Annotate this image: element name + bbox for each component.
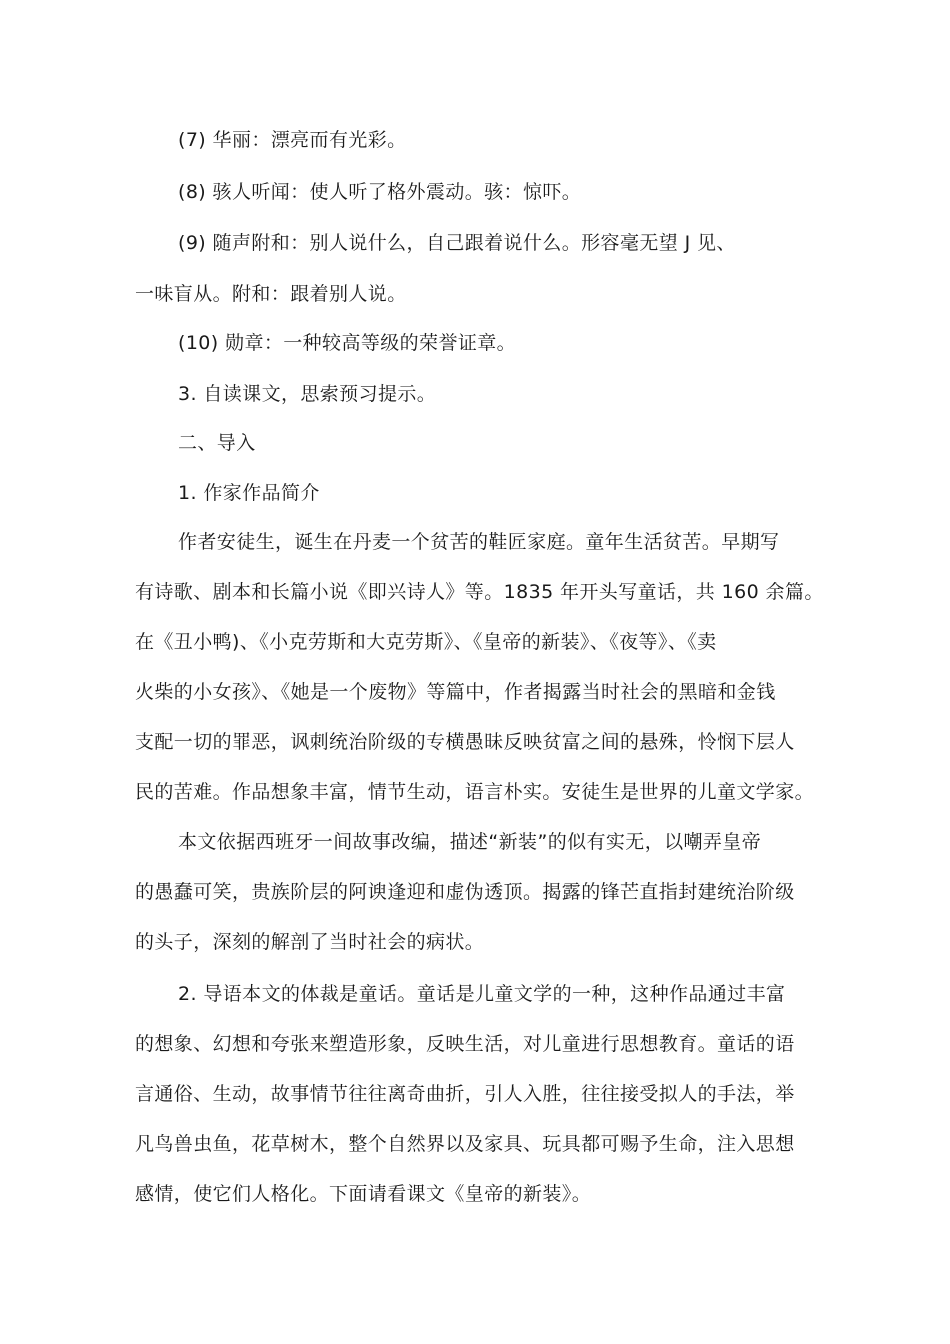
paragraph-genre-line-5: 感情，使它们人格化。下面请看课文《皇帝的新装》。 — [135, 1183, 592, 1205]
definition-9: (9) 随声附和：别人说什么，自己跟着说什么。形容毫无望 J 见、 — [178, 232, 736, 254]
definition-10: (10) 勋章：一种较高等级的荣誉证章。 — [178, 332, 517, 354]
paragraph-story-line-1: 本文依据西班牙一间故事改编，描述“新装”的似有实无，以嘲弄皇帝 — [178, 831, 762, 853]
subsection-heading-author: 1. 作家作品简介 — [178, 482, 320, 504]
paragraph-genre-line-3: 言通俗、生动，故事情节往往离奇曲折，引人入胜，往往接受拟人的手法，举 — [135, 1083, 795, 1105]
paragraph-story-line-2: 的愚蠢可笑，贵族阶层的阿谀逢迎和虚伪透顶。揭露的锋芒直指封建统治阶级 — [135, 881, 795, 903]
step-3: 3. 自读课文，思索预习提示。 — [178, 383, 437, 405]
paragraph-author-line-3: 在《丑小鸭)、《小克劳斯和大克劳斯》、《皇帝的新装》、《夜等》、《卖 — [135, 631, 717, 653]
paragraph-author-line-6: 民的苦难。作品想象丰富，情节生动，语言朴实。安徒生是世界的儿童文学家。 — [135, 781, 815, 803]
definition-8: (8) 骇人听闻：使人听了格外震动。骇：惊吓。 — [178, 181, 582, 203]
paragraph-genre-line-4: 凡鸟兽虫鱼，花草树木，整个自然界以及家具、玩具都可赐予生命，注入思想 — [135, 1133, 795, 1155]
definition-9-continued: 一味盲从。附和：跟着别人说。 — [135, 283, 407, 305]
section-heading-introduction: 二、导入 — [178, 432, 256, 454]
paragraph-author-line-2: 有诗歌、剧本和长篇小说《即兴诗人》等。1835 年开头写童话，共 160 余篇。 — [135, 581, 824, 603]
paragraph-author-line-5: 支配一切的罪恶，讽刺统治阶级的专横愚昧反映贫富之间的悬殊，怜悯下层人 — [135, 731, 795, 753]
paragraph-genre-line-1: 2. 导语本文的体裁是童话。童话是儿童文学的一种，这种作品通过丰富 — [178, 983, 786, 1005]
definition-7: (7) 华丽：漂亮而有光彩。 — [178, 129, 407, 151]
paragraph-author-line-1: 作者安徒生，诞生在丹麦一个贫苦的鞋匠家庭。童年生活贫苦。早期写 — [178, 531, 780, 553]
paragraph-genre-line-2: 的想象、幻想和夸张来塑造形象，反映生活，对儿童进行思想教育。童话的语 — [135, 1033, 795, 1055]
paragraph-story-line-3: 的头子，深刻的解剖了当时社会的病状。 — [135, 931, 485, 953]
paragraph-author-line-4: 火柴的小女孩》、《她是一个废物》等篇中，作者揭露当时社会的黑暗和金钱 — [135, 681, 776, 703]
